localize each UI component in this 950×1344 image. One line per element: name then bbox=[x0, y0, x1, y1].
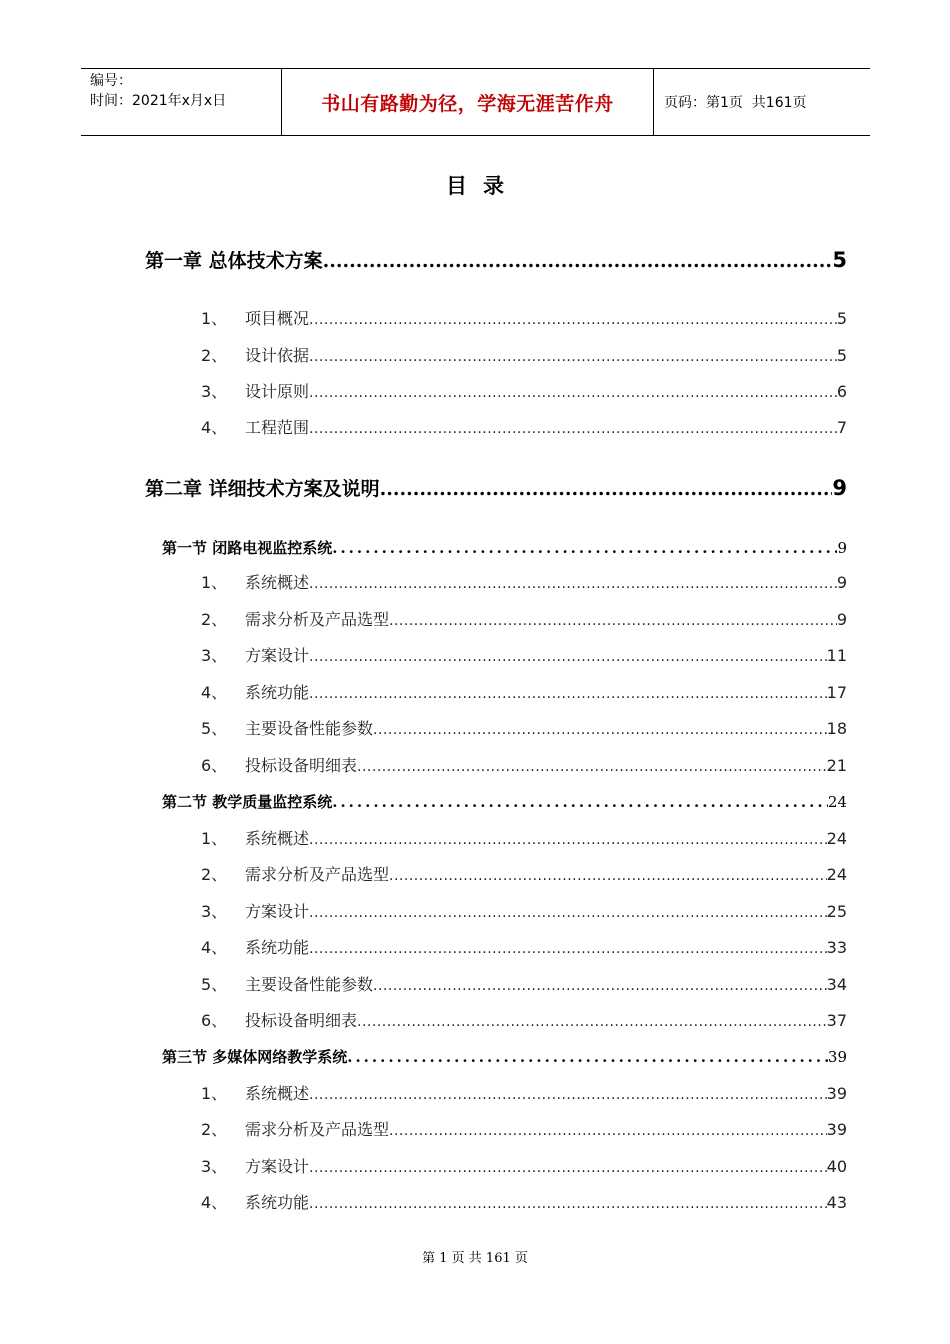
toc-entry-page-number: 5 bbox=[836, 309, 847, 328]
header-motto: 书山有路勤为径，学海无涯苦作舟 bbox=[282, 69, 654, 135]
toc-entry-number: 1、 bbox=[201, 829, 228, 848]
toc-entry-title: 设计依据 bbox=[245, 346, 310, 365]
toc-entry-title: 系统功能 bbox=[245, 938, 310, 957]
toc-entry-page-number: 7 bbox=[836, 418, 847, 437]
toc-entry-page-number: 43 bbox=[826, 1193, 847, 1212]
toc-dot-leader bbox=[309, 649, 827, 665]
toc-entry-page-number: 9 bbox=[837, 539, 847, 557]
toc-entry-page-number: 39 bbox=[827, 1048, 847, 1066]
toc-dot-leader bbox=[347, 1048, 828, 1066]
page-footer: 第 1 页 共 161 页 bbox=[422, 1251, 528, 1266]
toc-entry-page-number: 39 bbox=[826, 1120, 847, 1139]
toc-entry-title: 系统功能 bbox=[245, 683, 310, 702]
toc-entry-page-number: 24 bbox=[827, 793, 847, 811]
toc-entry-title: 第二章 详细技术方案及说明 bbox=[145, 478, 380, 500]
toc-entry-number: 1、 bbox=[201, 573, 228, 592]
toc-item-entry[interactable] bbox=[201, 415, 847, 438]
toc-item-entry[interactable] bbox=[201, 1117, 847, 1140]
toc-entry-title: 投标设备明细表 bbox=[245, 1011, 358, 1030]
toc-dot-leader bbox=[309, 905, 827, 921]
toc-section-entry[interactable] bbox=[162, 791, 847, 812]
toc-dot-leader bbox=[357, 759, 827, 775]
toc-entry-page-number: 24 bbox=[826, 829, 847, 848]
toc-entry-page-number: 34 bbox=[826, 975, 847, 994]
toc-dot-leader bbox=[309, 576, 837, 592]
toc-entry-title: 系统概述 bbox=[245, 1084, 310, 1103]
toc-item-entry[interactable] bbox=[201, 899, 847, 922]
toc-item-entry[interactable] bbox=[201, 379, 847, 402]
header-page-info: 页码：第1页 共161页 bbox=[664, 95, 807, 111]
toc-dot-leader bbox=[357, 1014, 827, 1030]
header-number-label: 编号： bbox=[90, 73, 132, 89]
toc-chapter-entry[interactable] bbox=[145, 474, 847, 501]
toc-entry-page-number: 40 bbox=[826, 1157, 847, 1176]
toc-entry-number: 2、 bbox=[201, 865, 228, 884]
toc-entry-page-number: 9 bbox=[836, 610, 847, 629]
toc-entry-title: 方案设计 bbox=[245, 1157, 310, 1176]
toc-dot-leader bbox=[309, 385, 837, 401]
toc-entry-title: 主要设备性能参数 bbox=[245, 975, 374, 994]
toc-entry-page-number: 5 bbox=[832, 248, 847, 272]
toc-entry-page-number: 37 bbox=[826, 1011, 847, 1030]
toc-dot-leader bbox=[389, 1123, 827, 1139]
toc-dot-leader bbox=[323, 250, 833, 272]
toc-entry-page-number: 24 bbox=[826, 865, 847, 884]
toc-item-entry[interactable] bbox=[201, 972, 847, 995]
toc-dot-leader bbox=[332, 539, 837, 557]
toc-title: 目录 bbox=[446, 173, 520, 198]
toc-entry-number: 4、 bbox=[201, 418, 228, 437]
header-time-label: 时间：2021年x月x日 bbox=[90, 93, 227, 109]
toc-item-entry[interactable] bbox=[201, 716, 847, 739]
toc-entry-number: 6、 bbox=[201, 1011, 228, 1030]
toc-entry-number: 1、 bbox=[201, 1084, 228, 1103]
toc-entry-number: 2、 bbox=[201, 610, 228, 629]
toc-entry-page-number: 39 bbox=[826, 1084, 847, 1103]
toc-entry-title: 项目概况 bbox=[245, 309, 310, 328]
toc-dot-leader bbox=[309, 941, 827, 957]
toc-dot-leader bbox=[332, 793, 828, 811]
toc-item-entry[interactable] bbox=[201, 935, 847, 958]
toc-dot-leader bbox=[309, 1160, 827, 1176]
toc-entry-title: 第三节 多媒体网络教学系统 bbox=[162, 1048, 348, 1066]
page-header bbox=[81, 68, 870, 136]
toc-entry-page-number: 9 bbox=[832, 476, 847, 500]
toc-item-entry[interactable] bbox=[201, 1154, 847, 1177]
toc-item-entry[interactable] bbox=[201, 343, 847, 366]
toc-entry-number: 4、 bbox=[201, 938, 228, 957]
toc-entry-title: 第一节 闭路电视监控系统 bbox=[162, 539, 333, 557]
toc-item-entry[interactable] bbox=[201, 753, 847, 776]
toc-entry-number: 3、 bbox=[201, 1157, 228, 1176]
toc-item-entry[interactable] bbox=[201, 607, 847, 630]
toc-entry-title: 需求分析及产品选型 bbox=[245, 865, 390, 884]
toc-dot-leader bbox=[373, 722, 827, 738]
toc-item-entry[interactable] bbox=[201, 306, 847, 329]
toc-item-entry[interactable] bbox=[201, 826, 847, 849]
toc-dot-leader bbox=[309, 832, 827, 848]
toc-dot-leader bbox=[309, 349, 837, 365]
toc-dot-leader bbox=[380, 478, 833, 500]
toc-entry-title: 第一章 总体技术方案 bbox=[145, 250, 323, 272]
toc-entry-title: 系统功能 bbox=[245, 1193, 310, 1212]
toc-entry-number: 6、 bbox=[201, 756, 228, 775]
toc-item-entry[interactable] bbox=[201, 643, 847, 666]
toc-entry-page-number: 5 bbox=[836, 346, 847, 365]
toc-entry-title: 第二节 教学质量监控系统 bbox=[162, 793, 333, 811]
toc-entry-title: 需求分析及产品选型 bbox=[245, 610, 390, 629]
toc-dot-leader bbox=[309, 1196, 827, 1212]
toc-item-entry[interactable] bbox=[201, 1008, 847, 1031]
toc-dot-leader bbox=[389, 613, 837, 629]
header-meta bbox=[81, 69, 282, 135]
toc-item-entry[interactable] bbox=[201, 1081, 847, 1104]
toc-entry-number: 4、 bbox=[201, 1193, 228, 1212]
toc-item-entry[interactable] bbox=[201, 1190, 847, 1213]
toc-entry-number: 5、 bbox=[201, 975, 228, 994]
toc-item-entry[interactable] bbox=[201, 680, 847, 703]
toc-dot-leader bbox=[389, 868, 827, 884]
toc-entry-number: 5、 bbox=[201, 719, 228, 738]
toc-entry-title: 系统概述 bbox=[245, 573, 310, 592]
toc-section-entry[interactable] bbox=[162, 537, 847, 558]
toc-dot-leader bbox=[309, 312, 837, 328]
toc-entry-title: 需求分析及产品选型 bbox=[245, 1120, 390, 1139]
toc-section-entry[interactable] bbox=[162, 1046, 847, 1067]
toc-entry-page-number: 11 bbox=[826, 646, 847, 665]
toc-entry-title: 主要设备性能参数 bbox=[245, 719, 374, 738]
toc-entry-title: 设计原则 bbox=[245, 382, 310, 401]
toc-entry-number: 3、 bbox=[201, 902, 228, 921]
toc-entry-page-number: 25 bbox=[826, 902, 847, 921]
toc-entry-number: 2、 bbox=[201, 346, 228, 365]
toc-entry-title: 方案设计 bbox=[245, 902, 310, 921]
toc-entry-page-number: 6 bbox=[836, 382, 847, 401]
toc-dot-leader bbox=[309, 686, 827, 702]
toc-entry-number: 3、 bbox=[201, 646, 228, 665]
toc-item-entry[interactable] bbox=[201, 570, 847, 593]
toc-entry-title: 系统概述 bbox=[245, 829, 310, 848]
toc-dot-leader bbox=[309, 421, 837, 437]
toc-chapter-entry[interactable] bbox=[145, 246, 847, 273]
toc-entry-title: 投标设备明细表 bbox=[245, 756, 358, 775]
toc-entry-number: 2、 bbox=[201, 1120, 228, 1139]
toc-entry-title: 方案设计 bbox=[245, 646, 310, 665]
toc-entry-title: 工程范围 bbox=[245, 418, 310, 437]
toc-entry-number: 1、 bbox=[201, 309, 228, 328]
toc-entry-page-number: 18 bbox=[826, 719, 847, 738]
toc-dot-leader bbox=[373, 978, 827, 994]
toc-entry-number: 4、 bbox=[201, 683, 228, 702]
toc-entry-page-number: 9 bbox=[836, 573, 847, 592]
toc-entry-page-number: 17 bbox=[826, 683, 847, 702]
toc-item-entry[interactable] bbox=[201, 862, 847, 885]
toc-entry-page-number: 33 bbox=[826, 938, 847, 957]
toc-entry-number: 3、 bbox=[201, 382, 228, 401]
toc-dot-leader bbox=[309, 1087, 827, 1103]
toc-entry-page-number: 21 bbox=[826, 756, 847, 775]
